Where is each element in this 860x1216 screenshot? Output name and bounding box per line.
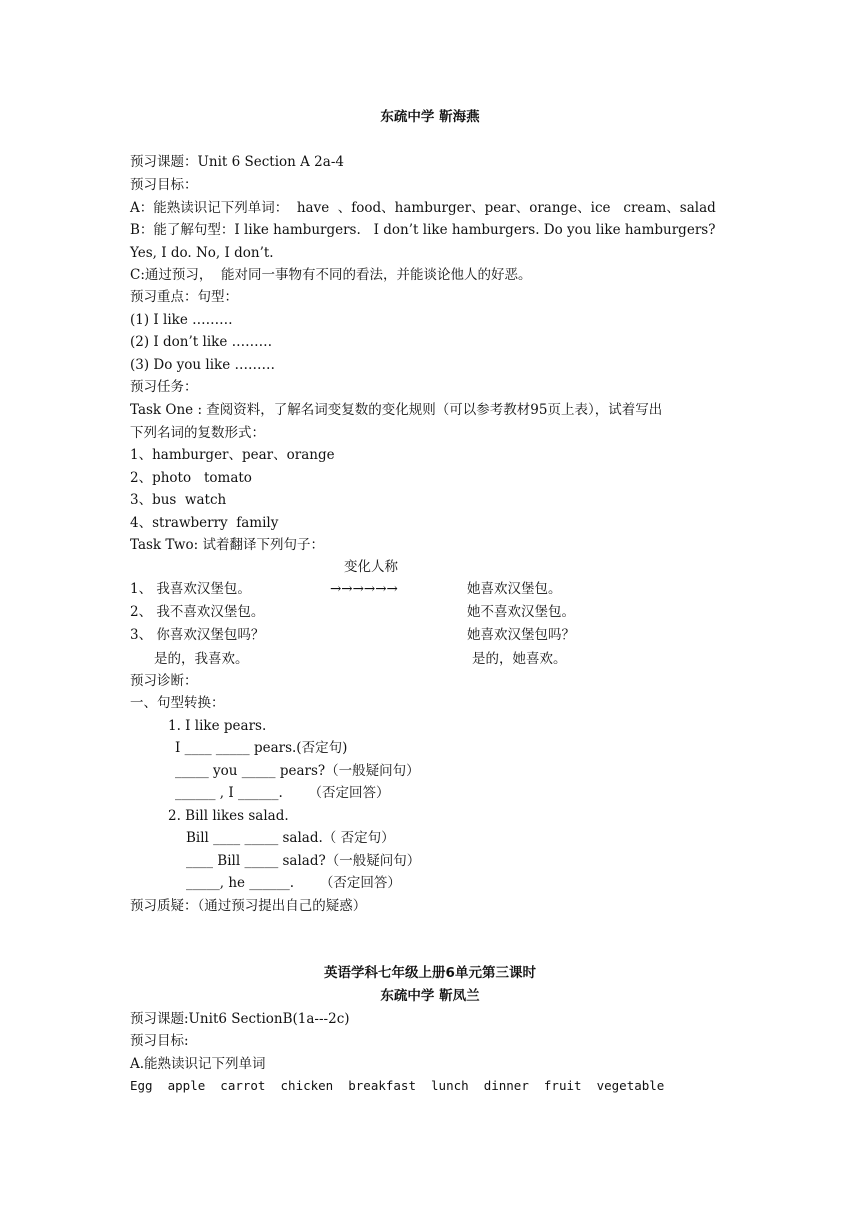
author-header-2: 东疏中学 靳凤兰 xyxy=(380,988,480,1004)
preview-topic-2: 预习课题:Unit6 SectionB(1a---2c) xyxy=(130,1011,350,1027)
sentence-left-1: 1、 我喜欢汉堡包。 xyxy=(130,581,251,597)
goal-c: C:通过预习， 能对同一事物有不同的看法，并能谈论他人的好恶。 xyxy=(130,267,532,283)
sentence-left-3: 3、 你喜欢汉堡包吗？ xyxy=(130,627,265,643)
task-one-cont: 下列名词的复数形式： xyxy=(130,425,265,441)
goal-a-2: A.能熟读识记下列单词 xyxy=(130,1056,266,1072)
sentence-right-1: 她喜欢汉堡包。 xyxy=(467,581,562,597)
exercise-2a: Bill ____ _____ salad.（ 否定句） xyxy=(186,830,395,846)
sentence-right-4: 是的，她喜欢。 xyxy=(472,651,567,667)
pattern-3: (3) Do you like ……… xyxy=(130,357,275,373)
focus-title: 预习重点：句型： xyxy=(130,289,238,305)
exercise-1a: I ____ _____ pears.(否定句) xyxy=(175,740,348,756)
author-header: 东疏中学 靳海燕 xyxy=(380,109,480,125)
sentence-right-2: 她不喜欢汉堡包。 xyxy=(467,604,575,620)
word-group-3: 3、bus watch xyxy=(130,492,227,508)
vocabulary-list: Egg apple carrot chicken breakfast lunch dinner fruit vegetable xyxy=(130,1078,665,1093)
diagnosis-title: 预习诊断： xyxy=(130,673,198,689)
lesson-header: 英语学科七年级上册6单元第三课时 xyxy=(324,965,536,981)
goal-a: A：能熟读识记下列单词： have 、food、hamburger、pear、orange、ice cream、salad xyxy=(130,200,716,216)
exercise-2b: ____ Bill _____ salad?（一般疑问句） xyxy=(186,853,421,869)
preview-topic: 预习课题：Unit 6 Section A 2a-4 xyxy=(130,154,344,170)
preview-doubts: 预习质疑：（通过预习提出自己的疑惑） xyxy=(130,898,367,914)
exercise-1b: _____ you _____ pears?（一般疑问句） xyxy=(175,763,420,779)
task-title: 预习任务： xyxy=(130,379,198,395)
sentence-right-3: 她喜欢汉堡包吗？ xyxy=(467,627,575,643)
word-group-4: 4、strawberry family xyxy=(130,515,279,531)
sentence-left-4: 是的，我喜欢。 xyxy=(154,651,249,667)
pattern-1: (1) I like ……… xyxy=(130,312,233,328)
goal-b: B：能了解句型：I like hamburgers. I don’t like hamburgers. Do you like hamburgers? xyxy=(130,222,716,238)
word-group-1: 1、hamburger、pear、orange xyxy=(130,447,335,463)
exercise-2: 2. Bill likes salad. xyxy=(168,808,289,824)
exercise-1c: ______ , I ______. （否定回答） xyxy=(175,785,390,801)
goal-b-answers: Yes, I do. No, I don’t. xyxy=(130,245,274,261)
pattern-2: (2) I don’t like ……… xyxy=(130,334,273,350)
word-group-2: 2、photo tomato xyxy=(130,470,252,486)
task-one: Task One : 查阅资料，了解名词变复数的变化规则（可以参考教材95页上表），试着写出 xyxy=(130,402,663,418)
arrows: →→→→→→ xyxy=(330,581,398,597)
preview-goal-title-2: 预习目标: xyxy=(130,1033,189,1049)
preview-goal-title: 预习目标： xyxy=(130,177,198,193)
exercise-1: 1. I like pears. xyxy=(168,718,267,734)
change-person-label: 变化人称 xyxy=(344,559,398,575)
exercise-2c: _____, he ______. （否定回答） xyxy=(186,875,401,891)
task-two: Task Two: 试着翻译下列句子： xyxy=(130,537,324,553)
diagnosis-subtitle: 一、句型转换： xyxy=(130,695,225,711)
sentence-left-2: 2、 我不喜欢汉堡包。 xyxy=(130,604,265,620)
